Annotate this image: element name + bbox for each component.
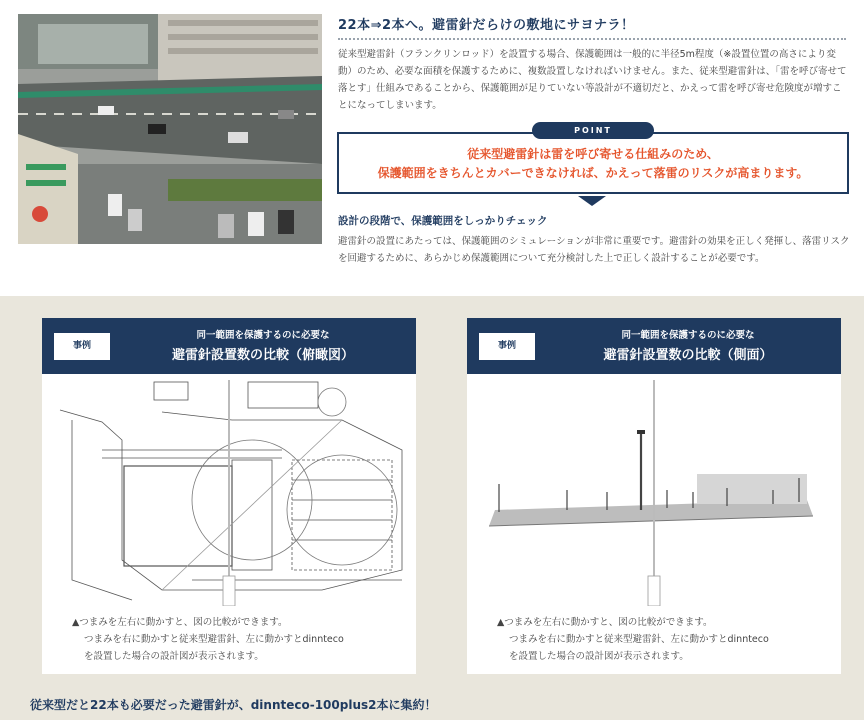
case-badge: 事例 [479, 333, 535, 360]
case-badge: 事例 [54, 333, 110, 360]
slider-caption [497, 614, 827, 665]
panel-title: 避雷針設置数の比較（側面） [603, 348, 773, 363]
comparison-panel-side [467, 318, 841, 674]
caption-line-1: ▲つまみを左右に動かすと、図の比較ができます。 [72, 617, 288, 628]
caption-line-2: つまみを右に動かすと従来型避雷針、左に動かすとdinnteco [509, 634, 769, 645]
panel-subtitle: 同一範囲を保護するのに必要な [621, 330, 755, 341]
panel-title: 避雷針設置数の比較（俯瞰図） [171, 348, 354, 363]
summary-heading: 従来型だと22本も必要だった避雷針が、dinnteco-100plus2本に集約！ [30, 698, 437, 712]
panel-header [42, 318, 416, 374]
comparison-panel-overhead [42, 318, 416, 674]
caption-line-3: を設置した場合の設計図が表示されます。 [84, 651, 264, 662]
caption-line-1: ▲つまみを左右に動かすと、図の比較ができます。 [497, 617, 713, 628]
point-line-1: 従来型避雷針は雷を呼び寄せる仕組みのため、 [467, 147, 719, 161]
parking-lot-photo [18, 14, 322, 244]
design-subheading: 設計の段階で、保護範囲をしっかりチェック [338, 215, 548, 227]
intro-paragraph: 従来型避雷針（フランクリンロッド）を設置する場合、保護範囲は一般的に半径5m程度（※設置位置の高さにより変動）のため、必要な面積を保護するために、複数設置しなければいけません。また、従来型避雷針は、「雷を呼び寄せて落とす」仕組みであることから、保護範囲が足りていない等設計が不適切だと、かえって雷を呼び寄せ危険度が増すことになってしまいます。 [338, 49, 847, 111]
point-line-2: 保護範囲をきちんとカバーできなければ、かえって落雷のリスクが高まります。 [377, 166, 809, 180]
overhead-blueprint-slider[interactable] [42, 380, 416, 606]
slider-caption [72, 614, 402, 665]
point-label: POINT [532, 122, 654, 139]
down-arrow-icon [578, 196, 606, 206]
dotted-divider [338, 38, 846, 40]
headline: 22本⇒2本へ。避雷針だらけの敷地にサヨナラ！ [338, 18, 635, 33]
design-paragraph: 避雷針の設置にあたっては、保護範囲のシミュレーションが非常に重要です。避雷針の効果を正しく発揮し、落雷リスクを回避するために、あらかじめ保護範囲について充分検討した上で正しく設計することが必要です。 [338, 236, 850, 264]
caption-line-3: を設置した場合の設計図が表示されます。 [509, 651, 689, 662]
panel-header [467, 318, 841, 374]
side-view-slider[interactable] [467, 380, 841, 606]
caption-line-2: つまみを右に動かすと従来型避雷針、左に動かすとdinnteco [84, 634, 344, 645]
panel-subtitle: 同一範囲を保護するのに必要な [196, 330, 330, 341]
point-text [337, 145, 849, 183]
